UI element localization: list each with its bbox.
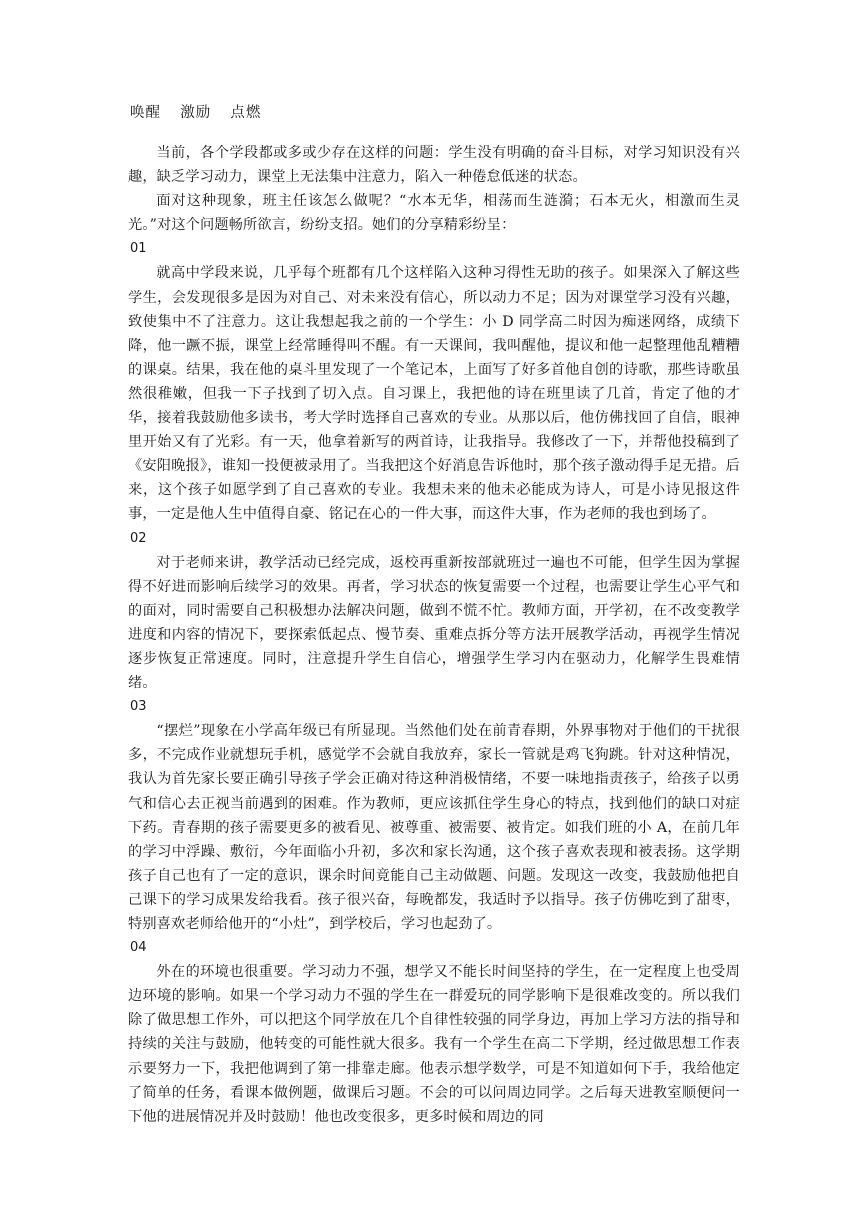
section-paragraph-02: 对于老师来讲，教学活动已经完成，返校再重新按部就班过一遍也不可能，但学生因为掌握得不好进而影响后续学习的效果。再者，学习状态的恢复需要一个过程，也需要让学生心平气和的面对，同时需要自己积极想办法解决问题，做到不慌不忙。教师方面，开学初，在不改变教学进度和内容的情况下，要探索低起点、慢节奏、重难点拆分等方法开展教学活动，再视学生情况逐步恢复正常速度。同时，注意提升学生自信心，增强学生学习内在驱动力，化解学生畏难情绪。 <box>128 554 740 692</box>
section-paragraph-04: 外在的环境也很重要。学习动力不强，想学又不能长时间坚持的学生，在一定程度上也受周边环境的影响。如果一个学习动力不强的学生在一群爱玩的同学影响下是很难改变的。所以我们除了做思想工作外，可以把这个同学放在几个自律性较强的同学身边，再加上学习方法的指导和持续的关注与鼓励，他转变的可能性就大很多。我有一个学生在高二下学期，经过做思想工作表示要努力一下，我把他调到了第一排靠走廊。他表示想学数学，可是不知道如何下手，我给他定了简单的任务，看课本做例题，做课后习题。不会的可以问周边同学。之后每天进教室顺便问一下他的进展情况并及时鼓励！他也改变很多，更多时候和周边的同 <box>128 964 740 1125</box>
document-page <box>128 103 740 1129</box>
intro-paragraph-2: 面对这种现象，班主任该怎么做呢？“水本无华，相荡而生涟漪；石本无火，相激而生灵光。”对这个问题畅所欲言，纷纷支招。她们的分享精彩纷呈： <box>128 193 740 234</box>
section-paragraph-01: 就高中学段来说，几乎每个班都有几个这样陷入这种习得性无助的孩子。如果深入了解这些学生，会发现很多是因为对自己、对未来没有信心，所以动力不足；因为对课堂学习没有兴趣，致使集中不了注意力。这让我想起我之前的一个学生：小 D 同学高二时因为痴迷网络，成绩下降，他一蹶不振，课堂上经常睡得叫不醒。有一天课间，我叫醒他，提议和他一起整理他乱糟糟的课桌。结果，我在他的桌斗里发现了一个笔记本，上面写了好多首他自创的诗歌，那些诗歌虽然很稚嫩，但我一下子找到了切入点。自习课上，我把他的诗在班里读了几首，肯定了他的才华，接着我鼓励他多读书，考大学时选择自己喜欢的专业。从那以后，他仿佛找回了自信，眼神里开始又有了光彩。有一天，他拿着新写的两首诗，让我指导。我修改了一下，并帮他投稿到了《安阳晚报》，谁知一投便被录用了。当我把这个好消息告诉他时，那个孩子激动得手足无措。后来，这个孩子如愿学到了自己喜欢的专业。我想未来的他未必能成为诗人，可是小诗见报这件事，一定是他人生中值得自豪、铭记在心的一件大事，而这件大事，作为老师的我也到场了。 <box>128 265 740 523</box>
section-paragraph-03: “摆烂”现象在小学高年级已有所显现。当然他们处在前青春期，外界事物对于他们的干扰很多，不完成作业就想玩手机，感觉学不会就自我放弃，家长一管就是鸡飞狗跳。针对这种情况，我认为首先家长要正确引导孩子学会正确对待这种消极情绪，不要一味地指责孩子，给孩子以勇气和信心去正视当前遇到的困难。作为教师，更应该抓住学生身心的特点，找到他们的缺口对症下药。青春期的孩子需要更多的被看见、被尊重、被需要、被肯定。如我们班的小 A，在前几年的学习中浮躁、敷衍，今年面临小升初，多次和家长沟通，这个孩子喜欢表现和被表扬。这学期孩子自己也有了一定的意识，课余时间竟能自己主动做题、问题。发现这一改变，我鼓励他把自己课下的学习成果发给我看。孩子很兴奋，每晚都发，我适时予以指导。孩子仿佛吃到了甜枣，特别喜欢老师给他开的“小灶”，到学校后，学习也起劲了。 <box>128 723 740 932</box>
section-number-04: 04 <box>130 940 147 956</box>
intro-paragraph-1: 当前，各个学段都或多或少存在这样的问题：学生没有明确的奋斗目标，对学习知识没有兴趣，缺乏学习动力，课堂上无法集中注意力，陷入一种倦怠低迷的状态。 <box>128 145 740 186</box>
document-title: 唤醒 激励 点燃 <box>130 105 262 121</box>
section-number-01: 01 <box>130 241 147 257</box>
section-number-03: 03 <box>130 699 147 715</box>
section-number-02: 02 <box>130 530 147 546</box>
